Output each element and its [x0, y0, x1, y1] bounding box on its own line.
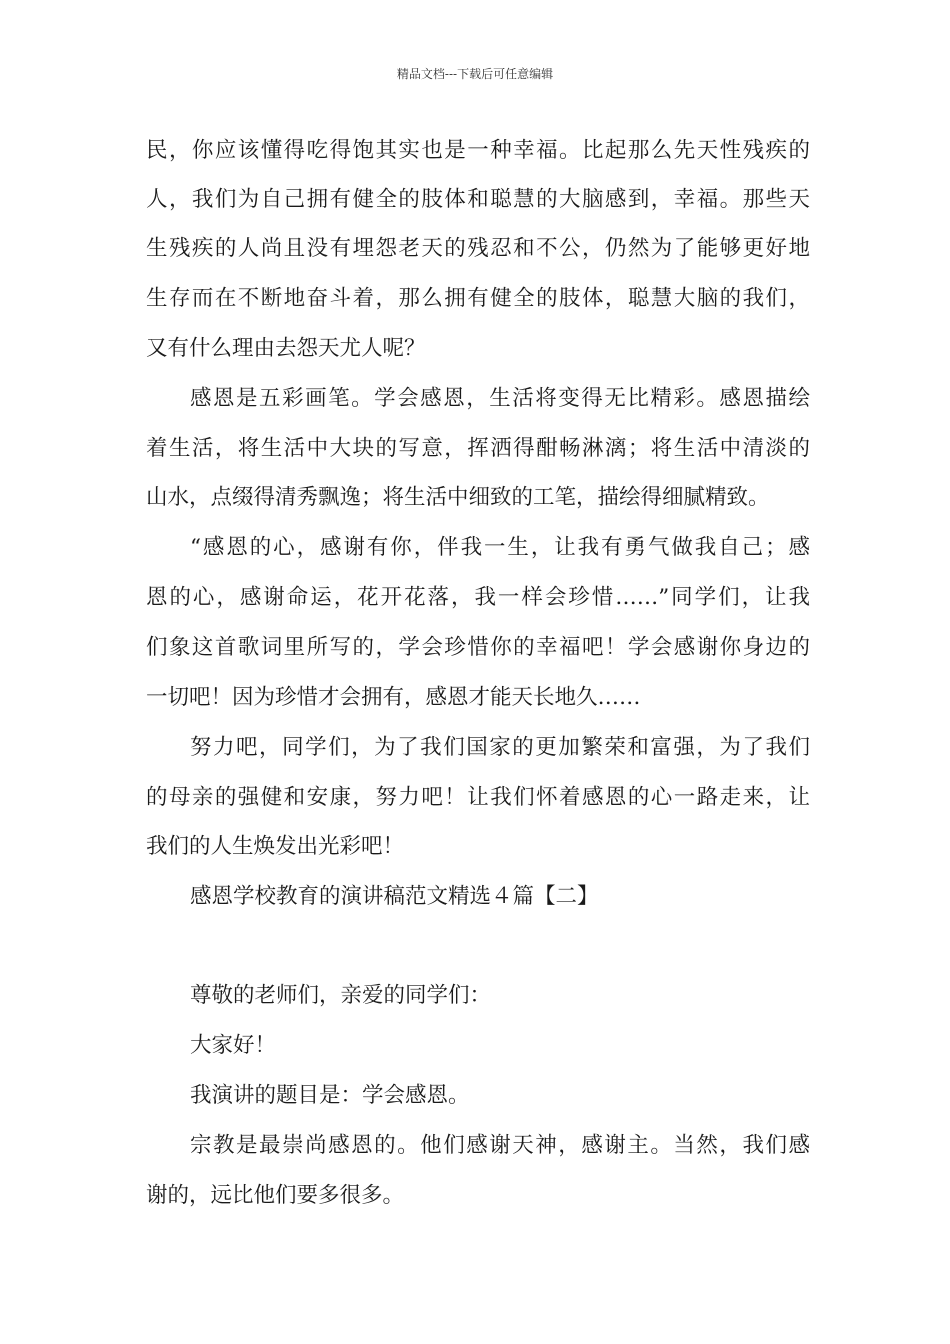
page-header: 精品文档---下载后可任意编辑 — [396, 67, 554, 81]
paragraph-line: 努力吧，同学们，为了我们国家的更加繁荣和富强，为了我们 — [190, 735, 810, 760]
paragraph-line: 感恩是五彩画笔。学会感恩，生活将变得无比精彩。感恩描绘 — [190, 386, 810, 411]
paragraph-line: 恩的心，感谢命运，花开花落，我一样会珍惜……”同学们，让我 — [146, 585, 810, 610]
paragraph-line: 生存而在不断地奋斗着，那么拥有健全的肢体，聪慧大脑的我们， — [146, 286, 810, 311]
paragraph-line: 山水，点缀得清秀飘逸；将生活中细致的工笔，描绘得细腻精致。 — [146, 485, 770, 510]
paragraph-line: 我们的人生焕发出光彩吧！ — [146, 834, 405, 859]
paragraph-line: 的母亲的强健和安康，努力吧！让我们怀着感恩的心一路走来，让 — [146, 785, 810, 810]
section-heading: 感恩学校教育的演讲稿范文精选４篇【二】 — [190, 884, 599, 909]
greeting: 大家好！ — [190, 1033, 277, 1058]
paragraph-line: 生残疾的人尚且没有埋怨老天的残忍和不公，仍然为了能够更好地 — [146, 236, 810, 261]
paragraph-line: 一切吧！因为珍惜才会拥有，感恩才能天长地久…… — [146, 685, 641, 710]
speech-topic: 我演讲的题目是：学会感恩。 — [190, 1083, 470, 1108]
paragraph-line: 人，我们为自己拥有健全的肢体和聪慧的大脑感到，幸福。那些天 — [146, 187, 810, 212]
paragraph-line: 着生活，将生活中大块的写意，挥洒得酣畅淋漓；将生活中清淡的 — [146, 436, 810, 461]
paragraph-line: 民，你应该懂得吃得饱其实也是一种幸福。比起那么先天性残疾的 — [146, 138, 810, 163]
paragraph-line: 宗教是最崇尚感恩的。他们感谢天神，感谢主。当然，我们感 — [190, 1133, 810, 1158]
salutation: 尊敬的老师们，亲爱的同学们： — [190, 983, 492, 1008]
paragraph-line: 们象这首歌词里所写的，学会珍惜你的幸福吧！学会感谢你身边的 — [146, 635, 810, 660]
paragraph-line: “感恩的心，感谢有你，伴我一生，让我有勇气做我自己；感 — [190, 535, 810, 560]
paragraph-line: 谢的，远比他们要多很多。 — [146, 1183, 405, 1208]
paragraph-line: 又有什么理由去怨天尤人呢？ — [146, 336, 426, 361]
